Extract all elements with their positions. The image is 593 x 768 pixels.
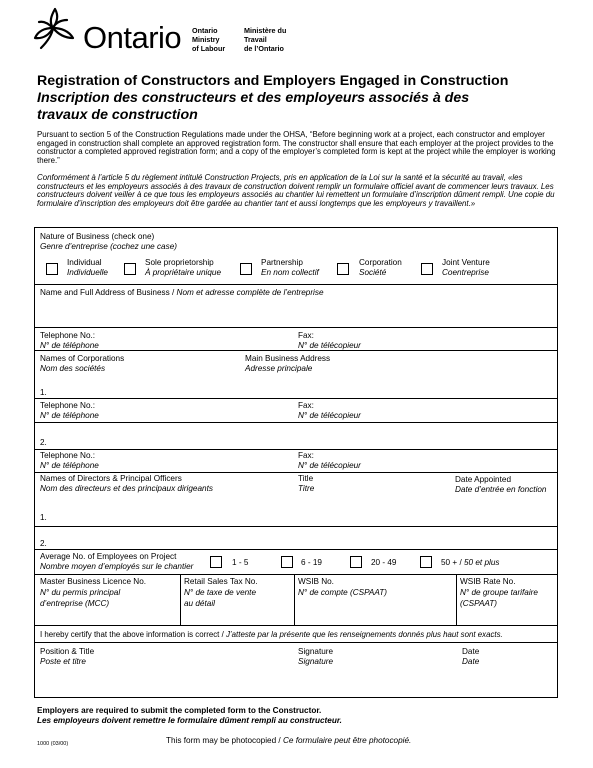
date-appointed-label: Date Appointed — [455, 475, 511, 484]
title-fr-line2: travaux de construction — [37, 107, 198, 123]
checkbox-individual[interactable] — [46, 263, 58, 275]
telephone-label: Telephone No.: — [40, 451, 96, 460]
form-divider — [34, 574, 558, 575]
wsib-rate-label-fr: (CSPAAT) — [460, 599, 497, 608]
logo-wordmark: Ontario — [83, 20, 182, 55]
row-number: 1. — [40, 513, 47, 522]
telephone-label-fr: N° de téléphone — [40, 411, 99, 420]
form-divider — [34, 398, 558, 399]
retail-tax-label-fr: au détail — [184, 599, 215, 608]
photocopy-note: This form may be photocopied / Ce formulaire peut être photocopié. — [166, 736, 412, 745]
certification-statement: I hereby certify that the above information is correct / J’atteste par la présente que les renseignements donnés plus haut sont exacts. — [40, 630, 503, 639]
trillium-icon — [33, 6, 81, 52]
date-appointed-label-fr: Date d’entrée en fonction — [455, 485, 547, 494]
fax-label: Fax: — [298, 451, 314, 460]
option-label-fr: Coentreprise — [442, 268, 489, 277]
wsib-no-label: WSIB No. — [298, 577, 334, 586]
row-number: 2. — [40, 438, 47, 447]
telephone-label-fr: N° de téléphone — [40, 341, 99, 350]
licence-label-fr: d’entreprise (MCC) — [40, 599, 110, 608]
retail-tax-label-fr: N° de taxe de vente — [184, 588, 257, 597]
form-divider — [34, 350, 558, 351]
retail-tax-label: Retail Sales Tax No. — [184, 577, 258, 586]
option-label-fr: Individuelle — [67, 268, 108, 277]
nature-label: Nature of Business (check one) — [40, 232, 155, 241]
form-divider — [34, 472, 558, 473]
position-label: Position & Title — [40, 647, 95, 656]
main-address-label: Main Business Address — [245, 354, 331, 363]
address-field[interactable] — [36, 299, 556, 326]
employees-range-label: 20 - 49 — [371, 558, 397, 567]
corporations-label-fr: Nom des sociétés — [40, 364, 106, 373]
option-label: Corporation — [359, 258, 402, 267]
wsib-rate-label-fr: N° de groupe tarifaire — [460, 588, 538, 597]
ontario-logo — [33, 6, 183, 54]
form-divider — [34, 549, 558, 550]
form-divider — [34, 284, 558, 285]
licence-label: Master Business Licence No. — [40, 577, 147, 586]
fax-label-fr: N° de télécopieur — [298, 341, 361, 350]
checkbox-partnership[interactable] — [240, 263, 252, 275]
form-number: 1000 (03/00) — [37, 741, 69, 747]
checkbox-corporation[interactable] — [337, 263, 349, 275]
form-divider — [34, 526, 558, 527]
employees-range-label: 1 - 5 — [232, 558, 249, 567]
page-title — [37, 73, 508, 124]
intro-en: Pursuant to section 5 of the Construction Regulations made under the OHSA, “Before beginning work at a project, each constructor and employer engaged in construction shall complete an approved registration form. The constructor shall ensure that each employer at the project provides to the constructor a completed approved registration form; and a copy of the employer’s completed form is kept at the project while the employer is working there.” — [37, 130, 556, 166]
employees-range-label: 6 - 19 — [301, 558, 322, 567]
address-label: Name and Full Address of Business / Nom et adresse complète de l’entreprise — [40, 288, 324, 297]
nature-label-fr: Genre d’entreprise (cochez une case) — [40, 242, 177, 251]
wsib-no-label-fr: N° de compte (CSPAAT) — [298, 588, 387, 597]
form-divider — [34, 449, 558, 450]
corporations-label: Names of Corporations — [40, 354, 125, 363]
telephone-label: Telephone No.: — [40, 401, 96, 410]
option-label: Joint Venture — [442, 258, 490, 267]
date-label: Date — [462, 647, 480, 656]
ministry-name-en: Ontario Ministry of Labour — [192, 26, 226, 53]
checkbox-employees-1-5[interactable] — [210, 556, 222, 568]
submission-note-fr: Les employeurs doivent remettre le formulaire dûment rempli au constructeur. — [37, 716, 342, 725]
directors-label-fr: Nom des directeurs et des principaux dirigeants — [40, 484, 213, 493]
checkbox-employees-50-plus[interactable] — [420, 556, 432, 568]
form-column-divider — [294, 574, 295, 625]
telephone-label-fr: N° de téléphone — [40, 461, 99, 470]
employees-label: Average No. of Employees on Project — [40, 552, 177, 561]
telephone-label: Telephone No.: — [40, 331, 96, 340]
option-label-fr: À propriétaire unique — [145, 268, 222, 277]
checkbox-joint-venture[interactable] — [421, 263, 433, 275]
form-divider — [34, 422, 558, 423]
form-divider — [34, 327, 558, 328]
fax-label: Fax: — [298, 331, 314, 340]
option-label: Sole proprietorship — [145, 258, 214, 267]
fax-label-fr: N° de télécopieur — [298, 411, 361, 420]
option-label: Individual — [67, 258, 102, 267]
title-fr-line1: Inscription des constructeurs et des employeurs associés à des — [37, 90, 470, 106]
directors-label: Names of Directors & Principal Officers — [40, 474, 182, 483]
form-divider — [34, 625, 558, 626]
option-label-fr: En nom collectif — [261, 268, 319, 277]
row-number: 1. — [40, 388, 47, 397]
ministry-name-fr: Ministère du Travail de l’Ontario — [244, 26, 287, 53]
checkbox-sole-proprietorship[interactable] — [124, 263, 136, 275]
licence-label-fr: N° du permis principal — [40, 588, 121, 597]
checkbox-employees-20-49[interactable] — [350, 556, 362, 568]
form-column-divider — [456, 574, 457, 625]
option-label: Partnership — [261, 258, 303, 267]
signature-label-fr: Signature — [298, 657, 334, 666]
fax-label-fr: N° de télécopieur — [298, 461, 361, 470]
date-label-fr: Date — [462, 657, 480, 666]
form-column-divider — [180, 574, 181, 625]
position-label-fr: Poste et titre — [40, 657, 86, 666]
form-divider — [34, 642, 558, 643]
fax-label: Fax: — [298, 401, 314, 410]
submission-note: Employers are required to submit the completed form to the Constructor. — [37, 706, 322, 715]
employees-range-label: 50 + / 50 et plus — [441, 558, 500, 567]
title-en: Registration of Constructors and Employers Engaged in Construction — [37, 73, 509, 89]
signature-label: Signature — [298, 647, 334, 656]
option-label-fr: Société — [359, 268, 387, 277]
main-address-label-fr: Adresse principale — [245, 364, 313, 373]
intro-fr: Conformément à l’article 5 du règlement intitulé Construction Projects, pris en application de la Loi sur la santé et la sécurité au travail, «les constructeurs et les employeurs associés à des travaux de construction doivent remplir un formulaire officiel avant de commencer leurs travaux. Les constructeurs doivent veiller à ce que tous les employeurs associés au chantier lui remettent un formulaire d’inscription dûment rempli. Une copie du formulaire d’inscription des employeurs doit être gardée au chantier tant et aussi longtemps que les employeurs y travaillent.» — [37, 173, 555, 209]
wsib-rate-label: WSIB Rate No. — [460, 577, 516, 586]
employees-label-fr: Nombre moyen d’employés sur le chantier — [40, 562, 194, 571]
title-label-fr: Titre — [298, 484, 315, 493]
title-label: Title — [298, 474, 314, 483]
row-number: 2. — [40, 539, 47, 548]
checkbox-employees-6-19[interactable] — [281, 556, 293, 568]
